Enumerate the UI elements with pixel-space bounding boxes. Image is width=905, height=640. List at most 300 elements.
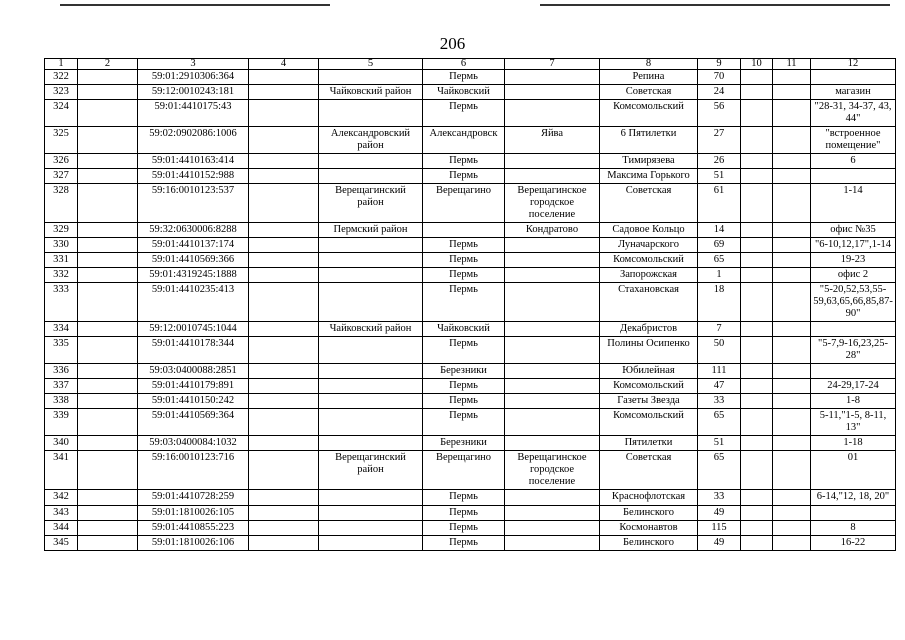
district — [319, 70, 423, 85]
cadastral-number: 59:01:4410855:223 — [138, 521, 249, 536]
col4-cell — [249, 490, 319, 506]
col2-cell — [78, 169, 138, 184]
cadastral-number: 59:16:0010123:716 — [138, 451, 249, 490]
city: Пермь — [423, 253, 505, 268]
district — [319, 490, 423, 506]
settlement: Верещагинское городское поселение — [505, 451, 600, 490]
district: Верещагинский район — [319, 184, 423, 223]
col2-cell — [78, 283, 138, 322]
premises: 5-11,"1-5, 8-11, 13" — [811, 409, 896, 436]
col2-cell — [78, 322, 138, 337]
cadastral-number: 59:01:4410569:366 — [138, 253, 249, 268]
table-row — [45, 536, 896, 551]
premises: 1-18 — [811, 436, 896, 451]
street: Полины Осипенко — [600, 337, 698, 364]
house-number: 26 — [698, 154, 741, 169]
col4-cell — [249, 283, 319, 322]
col2-cell — [78, 451, 138, 490]
settlement — [505, 409, 600, 436]
district: Верещагинский район — [319, 451, 423, 490]
table-row — [45, 506, 896, 521]
house-number: 50 — [698, 337, 741, 364]
column-header: 7 — [505, 59, 600, 70]
col10-cell — [741, 394, 773, 409]
table-row — [45, 100, 896, 127]
house-number: 65 — [698, 253, 741, 268]
column-header-row — [45, 59, 896, 70]
street: Краснофлотская — [600, 490, 698, 506]
col4-cell — [249, 223, 319, 238]
settlement — [505, 100, 600, 127]
table-row — [45, 70, 896, 85]
city: Пермь — [423, 379, 505, 394]
col11-cell — [773, 490, 811, 506]
col2-cell — [78, 436, 138, 451]
street: Советская — [600, 85, 698, 100]
col2-cell — [78, 536, 138, 551]
city: Пермь — [423, 506, 505, 521]
street: Садовое Кольцо — [600, 223, 698, 238]
row-number: 340 — [45, 436, 78, 451]
street: Декабристов — [600, 322, 698, 337]
col2-cell — [78, 337, 138, 364]
street: Запорожская — [600, 268, 698, 283]
district — [319, 253, 423, 268]
house-number: 115 — [698, 521, 741, 536]
col10-cell — [741, 451, 773, 490]
table-row — [45, 85, 896, 100]
col11-cell — [773, 238, 811, 253]
city: Березники — [423, 436, 505, 451]
city: Чайковский — [423, 322, 505, 337]
district — [319, 154, 423, 169]
col10-cell — [741, 506, 773, 521]
settlement — [505, 536, 600, 551]
settlement — [505, 268, 600, 283]
table-row — [45, 337, 896, 364]
settlement — [505, 337, 600, 364]
cadastral-number: 59:02:0902086:1006 — [138, 127, 249, 154]
col4-cell — [249, 268, 319, 283]
col11-cell — [773, 85, 811, 100]
table-row — [45, 268, 896, 283]
column-header: 2 — [78, 59, 138, 70]
street: Белинского — [600, 506, 698, 521]
col2-cell — [78, 364, 138, 379]
col10-cell — [741, 521, 773, 536]
city: Пермь — [423, 394, 505, 409]
column-header: 8 — [600, 59, 698, 70]
col10-cell — [741, 127, 773, 154]
cadastral-number: 59:03:0400084:1032 — [138, 436, 249, 451]
cadastral-number: 59:01:1810026:105 — [138, 506, 249, 521]
row-number: 338 — [45, 394, 78, 409]
premises: "встроенное помещение" — [811, 127, 896, 154]
settlement — [505, 379, 600, 394]
premises: 1-14 — [811, 184, 896, 223]
col4-cell — [249, 184, 319, 223]
district — [319, 283, 423, 322]
col4-cell — [249, 337, 319, 364]
col11-cell — [773, 154, 811, 169]
col11-cell — [773, 536, 811, 551]
settlement — [505, 70, 600, 85]
premises: офис №35 — [811, 223, 896, 238]
col11-cell — [773, 506, 811, 521]
district — [319, 506, 423, 521]
row-number: 331 — [45, 253, 78, 268]
street: Тимирязева — [600, 154, 698, 169]
col2-cell — [78, 521, 138, 536]
col2-cell — [78, 253, 138, 268]
col11-cell — [773, 409, 811, 436]
settlement — [505, 169, 600, 184]
street: Комсомольский — [600, 409, 698, 436]
house-number: 24 — [698, 85, 741, 100]
row-number: 326 — [45, 154, 78, 169]
col11-cell — [773, 364, 811, 379]
city: Пермь — [423, 70, 505, 85]
row-number: 339 — [45, 409, 78, 436]
column-header: 5 — [319, 59, 423, 70]
street: Комсомольский — [600, 253, 698, 268]
settlement — [505, 154, 600, 169]
settlement — [505, 521, 600, 536]
col2-cell — [78, 154, 138, 169]
premises: 01 — [811, 451, 896, 490]
premises: "5-20,52,53,55-59,63,65,66,85,87-90" — [811, 283, 896, 322]
cadastral-number: 59:16:0010123:537 — [138, 184, 249, 223]
col4-cell — [249, 364, 319, 379]
col11-cell — [773, 100, 811, 127]
city: Пермь — [423, 100, 505, 127]
cadastral-number: 59:01:4410179:891 — [138, 379, 249, 394]
col2-cell — [78, 85, 138, 100]
cadastral-number: 59:01:4410728:259 — [138, 490, 249, 506]
col4-cell — [249, 85, 319, 100]
column-header: 11 — [773, 59, 811, 70]
district: Чайковский район — [319, 85, 423, 100]
col10-cell — [741, 169, 773, 184]
house-number: 18 — [698, 283, 741, 322]
col10-cell — [741, 100, 773, 127]
street: Газеты Звезда — [600, 394, 698, 409]
city: Пермь — [423, 409, 505, 436]
cadastral-number: 59:12:0010745:1044 — [138, 322, 249, 337]
premises: "28-31, 34-37, 43, 44" — [811, 100, 896, 127]
col10-cell — [741, 154, 773, 169]
row-number: 343 — [45, 506, 78, 521]
premises — [811, 70, 896, 85]
col11-cell — [773, 436, 811, 451]
column-header: 3 — [138, 59, 249, 70]
cadastral-number: 59:01:4410175:43 — [138, 100, 249, 127]
city — [423, 223, 505, 238]
row-number: 332 — [45, 268, 78, 283]
city: Пермь — [423, 536, 505, 551]
street: Пятилетки — [600, 436, 698, 451]
table-row — [45, 394, 896, 409]
settlement — [505, 394, 600, 409]
col11-cell — [773, 70, 811, 85]
district — [319, 268, 423, 283]
table-row — [45, 127, 896, 154]
row-number: 325 — [45, 127, 78, 154]
premises: "5-7,9-16,23,25-28" — [811, 337, 896, 364]
house-number: 51 — [698, 169, 741, 184]
cadastral-number: 59:01:4410152:988 — [138, 169, 249, 184]
column-header: 1 — [45, 59, 78, 70]
district: Александровский район — [319, 127, 423, 154]
city: Верещагино — [423, 184, 505, 223]
city: Верещагино — [423, 451, 505, 490]
city: Пермь — [423, 521, 505, 536]
cadastral-number: 59:01:4410235:413 — [138, 283, 249, 322]
settlement: Верещагинское городское поселение — [505, 184, 600, 223]
col10-cell — [741, 223, 773, 238]
col10-cell — [741, 490, 773, 506]
col4-cell — [249, 451, 319, 490]
col10-cell — [741, 253, 773, 268]
cadastral-number: 59:01:2910306:364 — [138, 70, 249, 85]
district — [319, 394, 423, 409]
district: Чайковский район — [319, 322, 423, 337]
settlement — [505, 436, 600, 451]
col4-cell — [249, 70, 319, 85]
premises — [811, 169, 896, 184]
col4-cell — [249, 521, 319, 536]
table-row — [45, 184, 896, 223]
table-row — [45, 253, 896, 268]
row-number: 342 — [45, 490, 78, 506]
col11-cell — [773, 451, 811, 490]
cadastral-number: 59:01:4410569:364 — [138, 409, 249, 436]
house-number: 27 — [698, 127, 741, 154]
city: Пермь — [423, 337, 505, 364]
col2-cell — [78, 70, 138, 85]
table-row — [45, 223, 896, 238]
settlement — [505, 283, 600, 322]
row-number: 328 — [45, 184, 78, 223]
premises: 6-14,"12, 18, 20" — [811, 490, 896, 506]
table-row — [45, 154, 896, 169]
row-number: 327 — [45, 169, 78, 184]
settlement — [505, 253, 600, 268]
col4-cell — [249, 322, 319, 337]
house-number: 33 — [698, 490, 741, 506]
col4-cell — [249, 379, 319, 394]
city: Березники — [423, 364, 505, 379]
col10-cell — [741, 379, 773, 394]
col2-cell — [78, 223, 138, 238]
street: Комсомольский — [600, 100, 698, 127]
street: Юбилейная — [600, 364, 698, 379]
col10-cell — [741, 436, 773, 451]
street: Максима Горького — [600, 169, 698, 184]
house-number: 111 — [698, 364, 741, 379]
col4-cell — [249, 394, 319, 409]
city: Пермь — [423, 490, 505, 506]
row-number: 333 — [45, 283, 78, 322]
column-header: 4 — [249, 59, 319, 70]
house-number: 56 — [698, 100, 741, 127]
district — [319, 364, 423, 379]
col4-cell — [249, 154, 319, 169]
house-number: 65 — [698, 451, 741, 490]
settlement — [505, 85, 600, 100]
cadastral-number: 59:01:4410178:344 — [138, 337, 249, 364]
col4-cell — [249, 253, 319, 268]
row-number: 322 — [45, 70, 78, 85]
settlement: Кондратово — [505, 223, 600, 238]
premises — [811, 364, 896, 379]
settlement — [505, 506, 600, 521]
house-number: 14 — [698, 223, 741, 238]
cadastral-number: 59:12:0010243:181 — [138, 85, 249, 100]
top-rule-right — [540, 4, 890, 6]
col2-cell — [78, 409, 138, 436]
col2-cell — [78, 506, 138, 521]
premises: 19-23 — [811, 253, 896, 268]
row-number: 344 — [45, 521, 78, 536]
district — [319, 169, 423, 184]
cadastral-number: 59:01:4319245:1888 — [138, 268, 249, 283]
settlement — [505, 364, 600, 379]
table-row — [45, 451, 896, 490]
premises: 1-8 — [811, 394, 896, 409]
col10-cell — [741, 184, 773, 223]
premises — [811, 506, 896, 521]
house-number: 51 — [698, 436, 741, 451]
row-number: 334 — [45, 322, 78, 337]
city: Пермь — [423, 268, 505, 283]
row-number: 324 — [45, 100, 78, 127]
premises: 8 — [811, 521, 896, 536]
column-header: 10 — [741, 59, 773, 70]
district: Пермский район — [319, 223, 423, 238]
column-header: 12 — [811, 59, 896, 70]
col10-cell — [741, 322, 773, 337]
col10-cell — [741, 238, 773, 253]
col4-cell — [249, 506, 319, 521]
street: Советская — [600, 451, 698, 490]
col4-cell — [249, 536, 319, 551]
district — [319, 238, 423, 253]
col11-cell — [773, 394, 811, 409]
district — [319, 409, 423, 436]
table-row — [45, 169, 896, 184]
street: Комсомольский — [600, 379, 698, 394]
col11-cell — [773, 169, 811, 184]
house-number: 69 — [698, 238, 741, 253]
city: Пермь — [423, 154, 505, 169]
city: Чайковский — [423, 85, 505, 100]
col4-cell — [249, 238, 319, 253]
col2-cell — [78, 490, 138, 506]
row-number: 341 — [45, 451, 78, 490]
col11-cell — [773, 184, 811, 223]
col2-cell — [78, 379, 138, 394]
district — [319, 536, 423, 551]
table-row — [45, 521, 896, 536]
col4-cell — [249, 127, 319, 154]
col2-cell — [78, 268, 138, 283]
table-row — [45, 379, 896, 394]
col10-cell — [741, 283, 773, 322]
column-header: 6 — [423, 59, 505, 70]
col2-cell — [78, 238, 138, 253]
cadastral-number: 59:01:4410163:414 — [138, 154, 249, 169]
col10-cell — [741, 268, 773, 283]
col11-cell — [773, 283, 811, 322]
cadastral-number: 59:32:0630006:8288 — [138, 223, 249, 238]
house-number: 49 — [698, 506, 741, 521]
settlement — [505, 322, 600, 337]
row-number: 337 — [45, 379, 78, 394]
premises: 24-29,17-24 — [811, 379, 896, 394]
house-number: 65 — [698, 409, 741, 436]
cadastral-number: 59:03:0400088:2851 — [138, 364, 249, 379]
city: Пермь — [423, 283, 505, 322]
district — [319, 379, 423, 394]
cadastral-number: 59:01:1810026:106 — [138, 536, 249, 551]
row-number: 335 — [45, 337, 78, 364]
cadastral-number: 59:01:4410137:174 — [138, 238, 249, 253]
district — [319, 100, 423, 127]
col11-cell — [773, 379, 811, 394]
street: Белинского — [600, 536, 698, 551]
table-row — [45, 238, 896, 253]
district — [319, 436, 423, 451]
top-rule-left — [60, 4, 330, 6]
col4-cell — [249, 436, 319, 451]
house-number: 33 — [698, 394, 741, 409]
city: Пермь — [423, 169, 505, 184]
col11-cell — [773, 127, 811, 154]
col11-cell — [773, 337, 811, 364]
col11-cell — [773, 268, 811, 283]
row-number: 329 — [45, 223, 78, 238]
house-number: 1 — [698, 268, 741, 283]
house-number: 7 — [698, 322, 741, 337]
col10-cell — [741, 409, 773, 436]
table-row — [45, 364, 896, 379]
premises — [811, 322, 896, 337]
col2-cell — [78, 184, 138, 223]
col4-cell — [249, 100, 319, 127]
register-table — [44, 58, 896, 551]
table-row — [45, 322, 896, 337]
col2-cell — [78, 127, 138, 154]
col10-cell — [741, 536, 773, 551]
row-number: 330 — [45, 238, 78, 253]
district — [319, 337, 423, 364]
premises: магазин — [811, 85, 896, 100]
row-number: 323 — [45, 85, 78, 100]
city: Пермь — [423, 238, 505, 253]
row-number: 336 — [45, 364, 78, 379]
col4-cell — [249, 169, 319, 184]
col10-cell — [741, 364, 773, 379]
street: Луначарского — [600, 238, 698, 253]
col11-cell — [773, 322, 811, 337]
premises: "6-10,12,17",1-14 — [811, 238, 896, 253]
street: Советская — [600, 184, 698, 223]
street: Космонавтов — [600, 521, 698, 536]
cadastral-number: 59:01:4410150:242 — [138, 394, 249, 409]
page-number: 206 — [439, 34, 466, 53]
table-row — [45, 436, 896, 451]
